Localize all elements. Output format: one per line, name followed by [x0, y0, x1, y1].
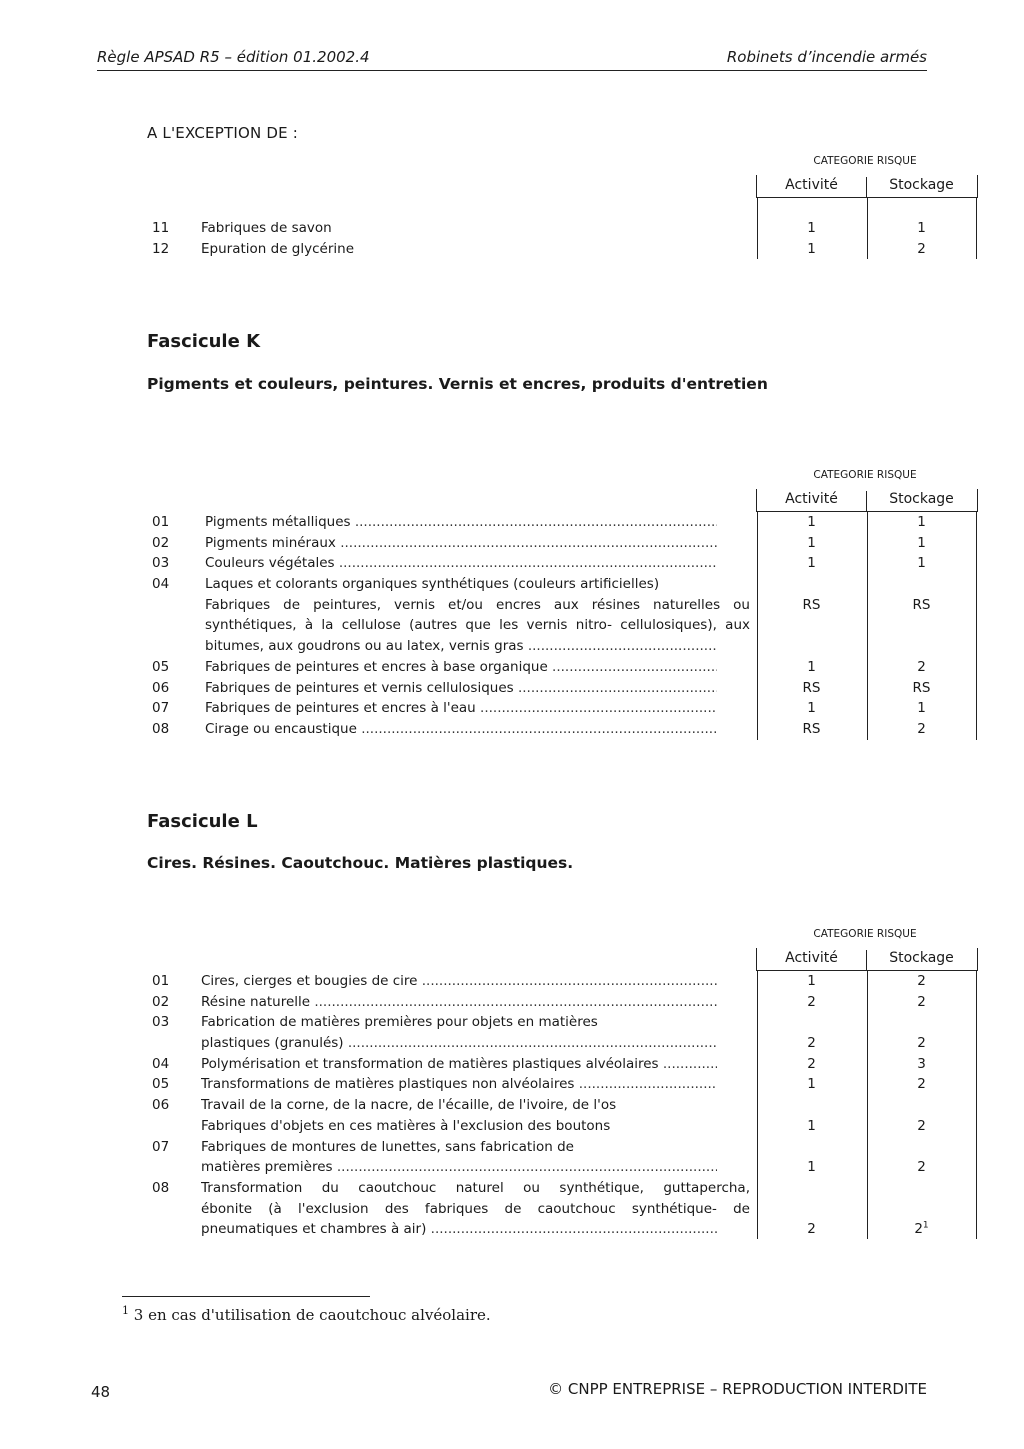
- table-rows: [147, 197, 976, 259]
- stockage-number: 2: [917, 720, 926, 737]
- stockage-number: 2: [917, 1117, 926, 1134]
- table-row: [147, 1095, 976, 1116]
- table-row: [147, 553, 976, 574]
- table-row: [147, 698, 976, 719]
- row-number: 06: [152, 1097, 170, 1114]
- activite-value: RS: [802, 720, 821, 737]
- row-label: Résine naturelle .....: [201, 992, 717, 1013]
- row-label: synthétiques, à la cellulose (autres que les vernis nitro- cellulosiques), aux: [205, 617, 750, 634]
- column-rule: [976, 512, 977, 740]
- table-row: [147, 574, 976, 595]
- table-row: [147, 218, 976, 239]
- stockage-number: RS: [912, 679, 931, 696]
- row-label: Fabriques de peintures et encres à base organique .....: [205, 657, 717, 678]
- row-number: 02: [152, 993, 170, 1010]
- stockage-value: [867, 971, 976, 992]
- stockage-value: [867, 512, 976, 533]
- copyright-notice: © CNPP ENTREPRISE – REPRODUCTION INTERDITE: [548, 1380, 927, 1398]
- stockage-number: 2: [917, 1159, 926, 1176]
- row-number: 04: [152, 576, 170, 593]
- row-number: 12: [152, 240, 170, 257]
- activite-value: 2: [807, 1055, 816, 1072]
- activite-header: Activité: [757, 950, 867, 970]
- activite-value: 2: [807, 1221, 816, 1238]
- row-number: 08: [152, 720, 170, 737]
- stockage-value: [867, 698, 976, 719]
- page-header: [97, 48, 927, 71]
- column-header: [756, 948, 978, 971]
- stockage-number: 2: [917, 1076, 926, 1093]
- stockage-value: [867, 1116, 976, 1137]
- stockage-number: 1: [917, 700, 926, 717]
- stockage-number: RS: [912, 596, 931, 613]
- category-label: CATEGORIE RISQUE: [813, 155, 917, 167]
- table-row: [147, 1178, 976, 1199]
- activite-value: 1: [807, 240, 816, 257]
- table-row: [147, 1137, 976, 1158]
- row-number: 01: [152, 514, 170, 530]
- activite-value: RS: [802, 679, 821, 696]
- row-label: Polymérisation et transformation de matières plastiques alvéolaires .....: [201, 1054, 717, 1075]
- stockage-value: [867, 595, 976, 616]
- table-row: [147, 1157, 976, 1178]
- table-row: [147, 971, 976, 992]
- stockage-value: [867, 1074, 976, 1095]
- stockage-value: [867, 553, 976, 574]
- activite-value: 2: [807, 993, 816, 1010]
- stockage-number: 2: [917, 658, 926, 675]
- fascicule-l-title: Fascicule L: [147, 811, 258, 832]
- stockage-value: [867, 533, 976, 554]
- row-label: plastiques (granulés) .....: [201, 1033, 717, 1054]
- row-label: bitumes, aux goudrons ou au latex, vernis gras .....: [205, 636, 717, 657]
- activite-value: 1: [807, 658, 816, 675]
- row-number: 11: [152, 220, 170, 236]
- row-label: Fabriques d'objets en ces matières à l'exclusion des boutons: [201, 1117, 611, 1134]
- row-number: 05: [152, 1076, 170, 1093]
- table-row: [147, 239, 976, 260]
- row-label: Fabrication de matières premières pour objets en matières: [201, 1014, 598, 1031]
- row-number: 03: [152, 555, 170, 572]
- table-row: [147, 595, 976, 616]
- row-number: 01: [152, 973, 170, 989]
- row-number: 02: [152, 534, 170, 551]
- activite-value: 1: [807, 1159, 816, 1176]
- row-label: Laques et colorants organiques synthétiques (couleurs artificielles): [205, 576, 660, 593]
- table-rows: [147, 970, 976, 1240]
- activite-value: 1: [807, 555, 816, 572]
- footnote-reference: 1: [922, 1220, 929, 1231]
- table-row: [147, 1116, 976, 1137]
- row-label: pneumatiques et chambres à air) .....: [201, 1219, 717, 1240]
- table-row: [147, 657, 976, 678]
- stockage-value: [867, 1157, 976, 1178]
- activite-value: 1: [807, 220, 816, 236]
- row-label: Couleurs végétales .....: [205, 553, 717, 574]
- row-label: Pigments minéraux .....: [205, 533, 717, 554]
- activite-value: RS: [802, 596, 821, 613]
- stockage-number: 2: [917, 240, 926, 257]
- stockage-number: 1: [917, 534, 926, 551]
- stockage-header: Stockage: [889, 177, 954, 193]
- stockage-value: [867, 1033, 976, 1054]
- column-rule: [976, 197, 977, 259]
- table-row: [147, 678, 976, 699]
- stockage-value: [867, 719, 976, 740]
- row-label: Fabriques de savon: [201, 220, 332, 236]
- table-row: [147, 1199, 976, 1220]
- row-number: 05: [152, 658, 170, 675]
- stockage-value: [867, 992, 976, 1013]
- intro-heading: A L'EXCEPTION DE :: [147, 124, 298, 142]
- row-label: ébonite (à l'exclusion des fabriques de caoutchouc synthétique- de: [201, 1200, 750, 1217]
- table-row: [147, 1074, 976, 1095]
- stockage-value: [867, 1054, 976, 1075]
- row-number: 07: [152, 1138, 170, 1155]
- row-number: 04: [152, 1055, 170, 1072]
- row-label: Fabriques de peintures et encres à l'eau .....: [205, 698, 717, 719]
- header-document-title: Règle APSAD R5 – édition 01.2002.4: [97, 48, 370, 66]
- table-row: [147, 636, 976, 657]
- footnote: [122, 1306, 491, 1324]
- table-row: [147, 1054, 976, 1075]
- table-row: [147, 512, 976, 533]
- stockage-number: 1: [917, 514, 926, 530]
- table-row: [147, 1219, 976, 1240]
- activite-header: Activité: [757, 491, 867, 511]
- row-label: Fabriques de montures de lunettes, sans fabrication de: [201, 1138, 574, 1155]
- row-label: Epuration de glycérine: [201, 240, 354, 257]
- row-number: 08: [152, 1179, 170, 1196]
- stockage-number: 2: [917, 993, 926, 1010]
- stockage-number: 2: [917, 1035, 926, 1052]
- column-header: [756, 175, 978, 198]
- row-label: Transformation du caoutchouc naturel ou synthétique, guttapercha,: [201, 1179, 750, 1196]
- stockage-value: [867, 678, 976, 699]
- row-label: Pigments métalliques .....: [205, 512, 717, 533]
- stockage-number: 1: [917, 220, 926, 236]
- stockage-number: 2: [914, 1221, 923, 1238]
- table-row: [147, 992, 976, 1013]
- stockage-value: [867, 239, 976, 260]
- stockage-header: Stockage: [889, 950, 954, 966]
- stockage-number: 3: [917, 1055, 926, 1072]
- stockage-value: [867, 218, 976, 239]
- stockage-number: 2: [917, 973, 926, 989]
- activite-value: 1: [807, 1117, 816, 1134]
- row-label: Travail de la corne, de la nacre, de l'écaille, de l'ivoire, de l'os: [201, 1097, 617, 1114]
- table-row: [147, 615, 976, 636]
- row-number: 06: [152, 679, 170, 696]
- table-fascicule-l: [147, 970, 976, 1239]
- table-exceptions: [147, 197, 976, 259]
- row-number: 03: [152, 1014, 170, 1031]
- table-rows: [147, 512, 976, 740]
- row-label: Cires, cierges et bougies de cire .....: [201, 971, 717, 992]
- stockage-value: [867, 1219, 976, 1240]
- column-header: [756, 489, 978, 512]
- column-rule: [976, 970, 977, 1239]
- row-number: 07: [152, 700, 170, 717]
- table-row: [147, 1033, 976, 1054]
- row-label: Cirage ou encaustique .....: [205, 719, 717, 740]
- table-fascicule-k: [147, 512, 976, 740]
- footnote-text: 3 en cas d'utilisation de caoutchouc alvéolaire.: [133, 1306, 491, 1324]
- fascicule-l-subtitle: Cires. Résines. Caoutchouc. Matières plastiques.: [147, 854, 574, 872]
- row-label: Fabriques de peintures, vernis et/ou encres aux résines naturelles ou: [205, 596, 750, 613]
- activite-value: 2: [807, 1035, 816, 1052]
- footnote-mark: 1: [122, 1304, 129, 1317]
- activite-value: 1: [807, 1076, 816, 1093]
- row-label: matières premières .....: [201, 1157, 717, 1178]
- table-row: [147, 1012, 976, 1033]
- table-row: [147, 533, 976, 554]
- footnote-divider: [122, 1296, 370, 1297]
- stockage-header: Stockage: [889, 491, 954, 507]
- activite-value: 1: [807, 534, 816, 551]
- activite-header: Activité: [757, 177, 867, 197]
- row-label: Transformations de matières plastiques non alvéolaires .....: [201, 1074, 717, 1095]
- stockage-value: [867, 657, 976, 678]
- activite-value: 1: [807, 973, 816, 989]
- fascicule-k-title: Fascicule K: [147, 331, 261, 352]
- category-label: CATEGORIE RISQUE: [813, 928, 917, 940]
- activite-value: 1: [807, 700, 816, 717]
- activite-value: 1: [807, 514, 816, 530]
- fascicule-k-subtitle: Pigments et couleurs, peintures. Vernis et encres, produits d'entretien: [147, 375, 768, 393]
- stockage-number: 1: [917, 555, 926, 572]
- page-number: 48: [91, 1383, 111, 1401]
- row-label: Fabriques de peintures et vernis cellulosiques .....: [205, 678, 717, 699]
- table-row: [147, 719, 976, 740]
- category-label: CATEGORIE RISQUE: [813, 469, 917, 481]
- header-section-title: Robinets d’incendie armés: [726, 48, 927, 66]
